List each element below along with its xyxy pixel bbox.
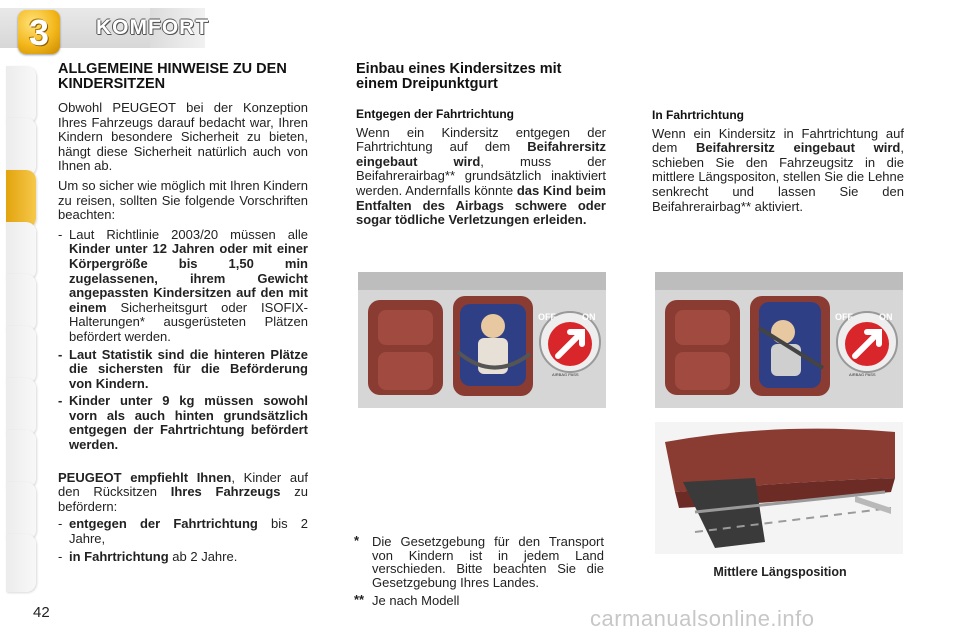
switch-airbag-label: AIRBAG PASS (552, 372, 579, 377)
forward-seat-illustration (655, 272, 903, 408)
page-number: 42 (33, 604, 50, 621)
column-forward-install (652, 108, 904, 219)
subheading-forward: In Fahrtrichtung (652, 108, 744, 122)
list-dash: - (58, 346, 63, 362)
forward-bold: Beifahrersitz eingebaut wird (696, 140, 901, 156)
side-tab-2[interactable] (6, 118, 36, 176)
section-heading-install: Einbau eines Kindersitzes mit einem Dreipunktgurt (356, 61, 562, 92)
seat-rail-illustration (655, 422, 903, 554)
list-dash: - (58, 393, 63, 409)
footnote-1-text: Die Gesetzgebung für den Transport von Kindern ist in jedem Land verschieden. Bitte beachten Sie die Gesetzgebung Ihres Landes. (372, 534, 604, 590)
side-tab-10[interactable] (6, 534, 36, 592)
list-dash: - (58, 548, 63, 564)
paragraph-rules-intro: Um so sicher wie möglich mit Ihren Kindern zu reisen, sollten Sie folgende Vorschriften beachten: (58, 177, 308, 223)
recommendation-bold: PEUGEOT empfiehlt Ihnen (58, 469, 232, 485)
recommendation-text-end: zu befördern: (58, 484, 308, 514)
photo-rearward-child-seat (358, 272, 606, 408)
side-tab-9[interactable] (6, 482, 36, 540)
recommendation-bold-2: Ihres Fahrzeugs (170, 484, 281, 500)
switch-airbag-label: AIRBAG PASS (849, 372, 876, 377)
directive-text: Laut Richtlinie 2003/20 müssen alle (69, 226, 308, 242)
rearward-bold: entgegen der Fahrtrichtung (69, 516, 258, 532)
paragraph-intro: Obwohl PEUGEOT bei der Konzeption Ihres Fahrzeugs darauf bedacht war, Ihren Kindern besondere Sicherheit zu bieten, hängt diese Sicherheit natürlich auch von Ihnen ab. (58, 100, 308, 174)
directive-text-end: Sicherheitsgurt oder ISOFIX-Halterungen* ausgerüsteten Plätzen befördert werden. (69, 299, 308, 344)
list-dash: - (58, 516, 63, 532)
forward-text-2: , schieben Sie den Fahrzeugsitz in die mittlere Längspositon, stellen Sie die Lehne senkrecht und lassen Sie den Beifahrerairbag** aktiviert. (652, 140, 904, 214)
footnote-2-text: Je nach Modell (372, 593, 460, 609)
paragraph-recommendation (58, 471, 308, 515)
column-general-notes (58, 62, 308, 567)
switch-off-label: OFF (835, 312, 853, 322)
paragraph-forward (652, 127, 904, 215)
forward-text: ab 2 Jahre. (168, 548, 238, 564)
footnote-2 (354, 594, 604, 608)
watermark: carmanualsonline.info (590, 606, 815, 631)
column-rearward-install (356, 62, 606, 233)
forward-text: Wenn ein Kindersitz in Fahrtrichtung auf dem (652, 125, 904, 156)
rearward-text: bis 2 Jahre, (69, 516, 308, 547)
subheading-rearward: Entgegen der Fahrtrichtung (356, 107, 515, 121)
footnote-1-mark: * (354, 533, 360, 548)
list-item-rearward (58, 517, 308, 546)
statistics-text: Laut Statistik sind die hinteren Plätze die sichersten für die Beförderung von Kindern. (69, 346, 308, 391)
directive-bold: Kinder unter 12 Jahren oder mit einer Körpergröße bis 1,50 min zugelassenen, ihrem Gewicht angepassten Kindersitzen auf den mit einem (69, 241, 308, 315)
photo-forward-child-seat (655, 272, 903, 408)
side-tab-7[interactable] (6, 378, 36, 436)
section-heading-general: ALLGEMEINE HINWEISE ZU DEN KINDERSITZEN (58, 61, 287, 92)
chapter-side-tabs (0, 62, 48, 582)
side-tab-3-active[interactable] (6, 170, 36, 228)
rearward-bold: Beifahrersitz eingebaut wird (356, 139, 606, 169)
chapter-title: KOMFORT (96, 16, 210, 39)
footnote-1 (354, 535, 604, 589)
side-tab-8[interactable] (6, 430, 36, 488)
rearward-seat-illustration (358, 272, 606, 408)
chapter-number: 3 (28, 12, 50, 53)
switch-off-label: OFF (538, 312, 556, 322)
footnotes (354, 535, 604, 613)
under-9kg-text: Kinder unter 9 kg müssen sowohl vorn als auch hinten grundsätzlich entgegen der Fahrtrichtung befördert werden. (69, 393, 308, 453)
switch-on-label: ON (879, 312, 893, 322)
paragraph-rearward (356, 126, 606, 228)
rearward-warning: das Kind beim Entfalten des Airbags schwere oder sogar tödliche Verletzungen erleiden. (356, 182, 606, 228)
rearward-text-2: , muss der Beifahrerairbag** grundsätzlich inaktiviert werden. Andernfalls könnte (356, 153, 607, 198)
recommendation-text: , Kinder auf den Rücksitzen (58, 469, 308, 500)
switch-on-label: ON (582, 312, 596, 322)
side-tab-4[interactable] (6, 222, 36, 280)
list-item-statistics (58, 348, 308, 392)
header-band-end (205, 8, 960, 48)
list-item-directive (58, 228, 308, 345)
side-tab-6[interactable] (6, 326, 36, 384)
list-item-forward (58, 550, 308, 565)
page-header (0, 0, 960, 62)
caption-middle-position: Mittlere Längsposition (713, 565, 847, 579)
photo-seat-rail-position (655, 422, 903, 554)
footnote-2-mark: ** (354, 592, 365, 608)
forward-bold: in Fahrtrichtung (69, 548, 169, 564)
side-tab-5[interactable] (6, 274, 36, 332)
side-tab-1[interactable] (6, 66, 36, 124)
list-item-under-9kg (58, 394, 308, 452)
list-dash: - (58, 226, 63, 242)
rearward-text: Wenn ein Kindersitz entgegen der Fahrtrichtung auf dem (356, 124, 606, 155)
chapter-badge[interactable] (18, 10, 60, 54)
